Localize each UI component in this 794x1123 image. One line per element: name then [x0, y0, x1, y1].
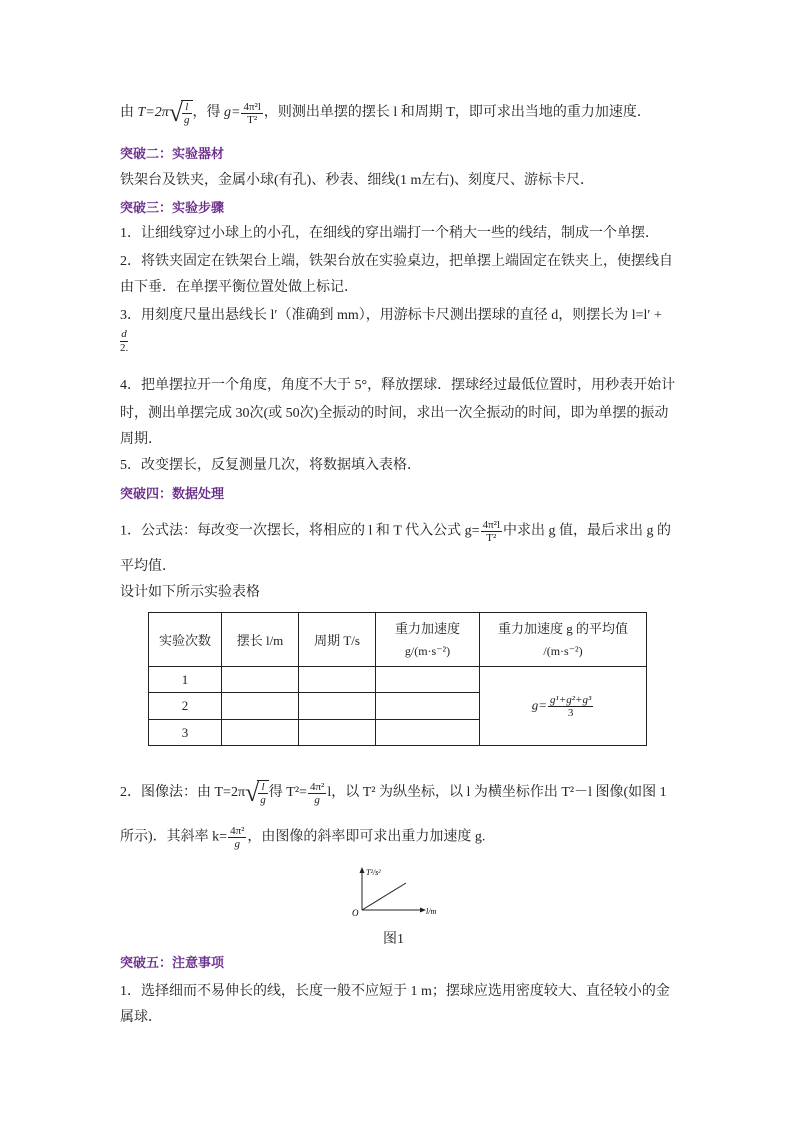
step3-frac-den: 2 — [120, 342, 126, 354]
x-axis-label: l/m — [426, 907, 437, 916]
row-index: 1 — [149, 667, 222, 693]
avg-formula-fraction — [548, 694, 593, 719]
text-mid: ，得 — [192, 105, 221, 121]
slope-frac-den: g — [234, 838, 240, 850]
table-cell — [299, 667, 376, 693]
fraction-denominator: T² — [247, 113, 258, 126]
slope-frac-num: 4π² — [230, 825, 245, 837]
method2-text-c: l，以 T² 为纵坐标，以 l 为横坐标作出 T²－l 图像(如图 1 — [327, 785, 667, 801]
formula-line — [120, 100, 651, 126]
method2-text-d: 所示)．其斜率 k= — [120, 829, 228, 845]
method1-frac-den: T² — [486, 532, 497, 544]
table-cell — [299, 693, 376, 720]
method2-sqrt: √ $\frac{l}{g}$ — [245, 780, 269, 806]
table-cell — [222, 693, 299, 720]
sqrt-denominator: g — [184, 114, 190, 126]
header-gravity-avg — [480, 613, 647, 667]
header-gravity-unit: g/(m·s⁻²) — [404, 643, 451, 658]
method2-frac-den: g — [314, 793, 320, 806]
method2-line — [120, 780, 667, 806]
avg-formula-num: g¹+g²+g³ — [550, 693, 592, 706]
step3-frac-num: d — [121, 328, 127, 340]
origin-label: O — [352, 908, 359, 918]
method2-text-b: 得 T²= — [268, 785, 307, 801]
header-period: 周期 T/s — [299, 613, 376, 667]
figure-1-graph — [348, 866, 448, 918]
method2-text-a: 2．图像法：由 T=2π — [120, 785, 246, 801]
row-index: 2 — [149, 693, 222, 720]
fraction-numerator: 4π²l — [243, 100, 261, 113]
header-gravity-label: 重力加速度 — [394, 620, 460, 636]
table-header-row — [149, 613, 647, 667]
method2-frac-num: 4π² — [309, 780, 325, 793]
table-intro: 设计如下所示实验表格 — [120, 585, 260, 600]
figure-caption: 图1 — [383, 932, 404, 947]
table-cell — [299, 720, 376, 746]
note-1-line-b: 属球． — [120, 1010, 162, 1025]
table-cell — [376, 667, 480, 693]
text-suffix: ，则测出单摆的摆长 l 和周期 T，即可求出当地的重力加速度． — [263, 105, 651, 121]
method1-text-b: 中求出 g 值，最后求出 g 的 — [503, 523, 672, 539]
method1-line — [120, 519, 671, 544]
y-axis-arrow — [360, 867, 365, 873]
slope-fraction — [228, 825, 246, 850]
method1-frac-num: 4π²l — [482, 519, 501, 531]
header-trial: 实验次数 — [149, 613, 222, 667]
step-1: 1．让细线穿过小球上的小孔，在细线的穿出端打一个稍大一些的线结，制成一个单摆． — [120, 226, 659, 241]
step3-end: . — [125, 342, 129, 354]
y-axis-label: T²/s² — [366, 868, 381, 877]
method1-text-a: 1．公式法：每改变一次摆长，将相应的 l 和 T 代入公式 g= — [120, 523, 480, 539]
header-gravity-avg-unit: /(m·s⁻²) — [543, 643, 583, 658]
avg-formula-lhs: g= — [531, 696, 548, 712]
method2-fraction — [308, 781, 326, 806]
table-cell — [222, 667, 299, 693]
period-equation: T=2π — [137, 105, 169, 121]
method2-sqrt-num: l — [258, 781, 268, 794]
step-4-line-b: 时，测出单摆完成 30次(或 50次)全振动的时间，求出一次全振动的时间，即为单摆的振动 — [120, 406, 669, 421]
section2-heading: 突破二：实验器材 — [120, 147, 225, 162]
table-cell — [376, 693, 480, 720]
table-cell — [376, 720, 480, 746]
plot-line — [362, 883, 406, 910]
section3-heading: 突破三：实验步骤 — [120, 201, 225, 216]
section5-heading: 突破五：注意事项 — [120, 956, 225, 971]
sqrt-numerator: l — [182, 101, 192, 114]
step-5: 5．改变摆长，反复测量几次，将数据填入表格． — [120, 458, 421, 473]
g-fraction — [241, 101, 262, 126]
table-cell — [222, 720, 299, 746]
section4-heading: 突破四：数据处理 — [120, 487, 225, 502]
step-3: 3．用刻度尺量出悬线长 l′（准确到 mm），用游标卡尺测出摆球的直径 d，则摆长为 l=l′ + — [120, 308, 662, 323]
method1-fraction — [481, 519, 502, 544]
avg-formula-cell — [480, 667, 647, 746]
section2-text: 铁架台及铁夹，金属小球(有孔)、秒表、细线(1 m左右)、刻度尺、游标卡尺． — [120, 173, 595, 188]
method1-line-c: 平均值． — [120, 559, 176, 574]
step-4-line-c: 周期． — [120, 432, 162, 447]
method2-sqrt-den: g — [260, 794, 266, 806]
step-3-fraction — [120, 328, 128, 355]
experiment-table — [148, 612, 647, 746]
step-4-line-a: 4．把单摆拉开一个角度，角度不大于 5°，释放摆球．摆球经过最低位置时，用秒表开始计 — [120, 378, 676, 393]
method2-line-2 — [120, 825, 485, 850]
note-1-line-a: 1．选择细而不易伸长的线，长度一般不应短于 1 m；摆球应选用密度较大、直径较小的金 — [120, 984, 670, 999]
step-2-line-a: 2．将铁夹固定在铁架台上端，铁架台放在实验桌边，把单摆上端固定在铁夹上，使摆线自 — [120, 254, 673, 269]
avg-formula-den: 3 — [567, 706, 574, 719]
g-equation: g= — [224, 105, 241, 121]
text-prefix: 由 — [120, 105, 134, 121]
header-gravity-avg-label: 重力加速度 g 的平均值 — [497, 620, 628, 636]
method2-text-e: ，由图像的斜率即可求出重力加速度 g. — [247, 829, 486, 845]
table-row — [149, 667, 647, 693]
header-length: 摆长 l/m — [222, 613, 299, 667]
header-gravity — [376, 613, 480, 667]
step-2-line-b: 由下垂．在单摆平衡位置处做上标记． — [120, 280, 358, 295]
sqrt-expression: √ $\frac{l}{g}$ — [169, 100, 193, 126]
row-index: 3 — [149, 720, 222, 746]
